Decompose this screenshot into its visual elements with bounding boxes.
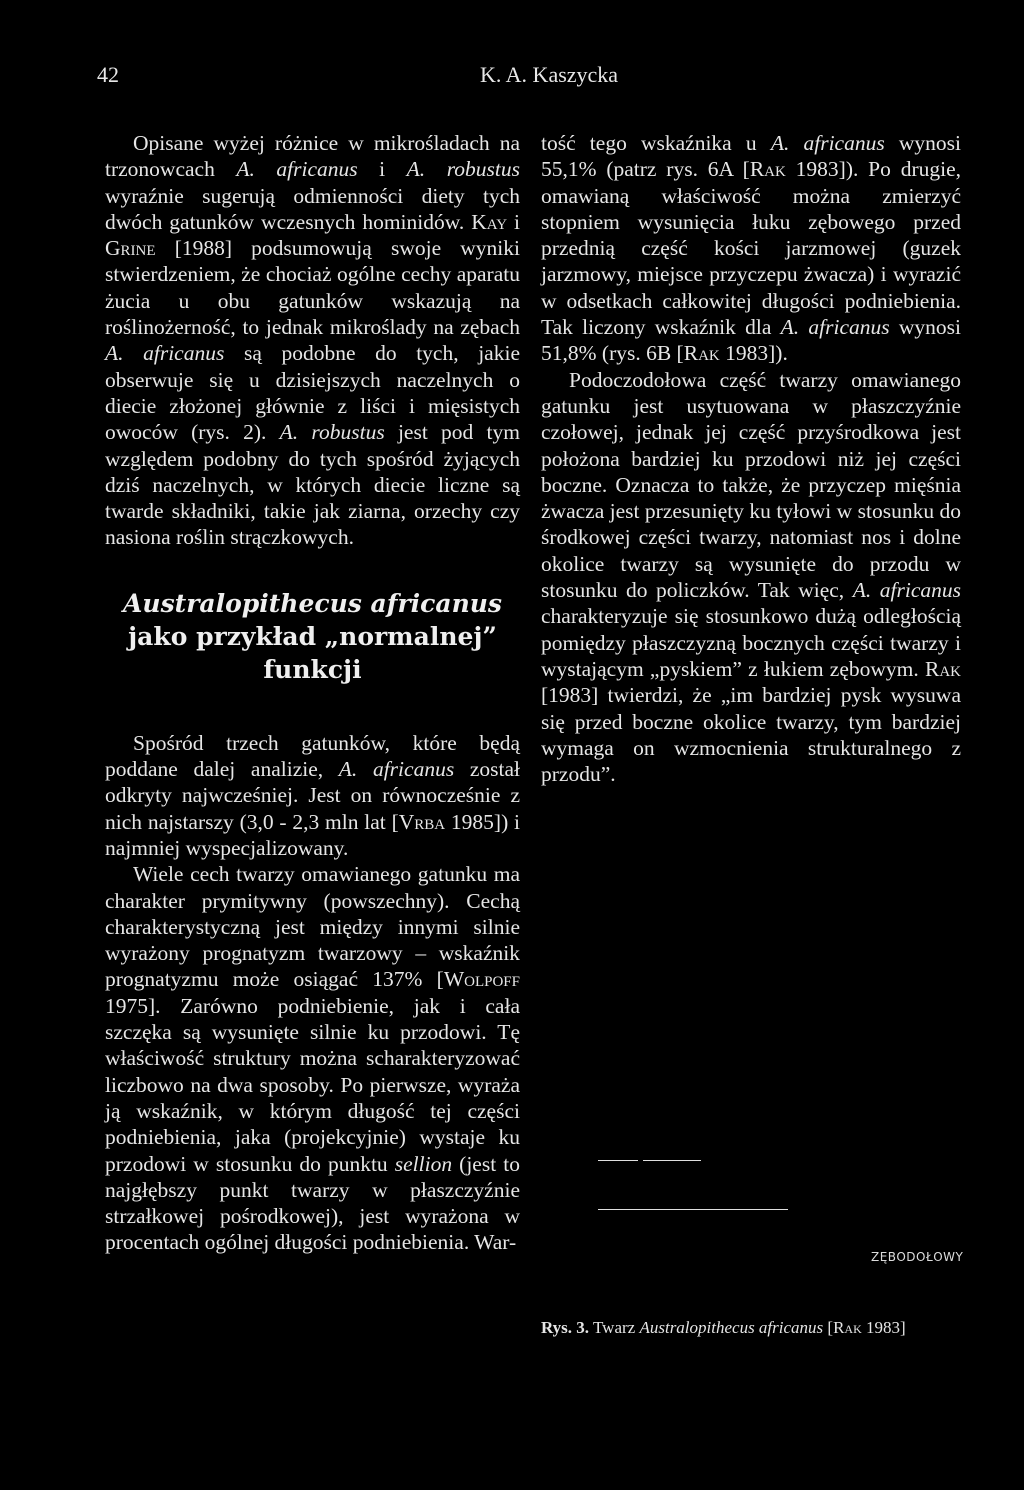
running-head: K. A. Kaszycka — [480, 62, 619, 87]
page-number: 42 — [97, 62, 119, 87]
paragraph-species-discovery: Spośród trzech gatunków, które będą poddane dalej analizie, A. africanus został odkryty najwcześniej. Jest on równocześnie z nich najstarszy (3,0 - 2,3 mln lat [Vrba 1985]) i najmniej wyspecjalizowany. — [105, 730, 520, 860]
paragraph-facial-features: Wiele cech twarzy omawianego gatunku ma charakter prymitywny (powszechny). Cechą charakterystyczną jest między innymi silnie wyrażony prognatyzm twarzowy – wskaźnik prognatyzmu może osiągać 137% [Wolpoff 1975]. Zarówno podniebienie, jak i cała szczęka są wysunięte silnie ku przodowi. Tę właściwość struktury można scharakteryzować liczbowo na dwa sposoby. Po pierwsze, wyraża ją wskaźnik, w którym długość tej części podniebienia, jaka (projekcyjnie) wystaje ku przodowi w stosunku do punktu sellion (jest to najgłębszy punkt twarzy w płaszczyźnie strzałkowej pośrodkowej), jest wyrażona w procentach ogólnej długości podniebienia. War- — [105, 862, 520, 1255]
figure-leader-line — [598, 1160, 638, 1161]
paragraph-diet-differences: Opisane wyżej różnice w mikrośladach na trzonowcach A. africanus i A. robustus wyraźnie sugerują odmienności diety tych dwóch gatunków wczesnych hominidów. Kay i Grine [1988] podsumowują swoje wyniki stwierdzeniem, że chociaż ogólne cechy aparatu żucia u obu gatunków wskazują na roślinożerność, to jednak mikroślady na zębach A. africanus są podobne do tych, jakie obserwuje się u dzisiejszych naczelnych o diecie złożonej głównie z liści i mięsistych owoców (rys. 2). A. robustus jest pod tym względem podobny do tych spośród żyjących dziś naczelnych, w których diecie liczne są twarde składniki, takie jak ziarna, orzechy czy nasiona roślin strączkowych. — [105, 131, 520, 550]
figure-label-alveolar: ZĘBODOŁOWY — [871, 1250, 964, 1264]
section-heading: Australopithecus africanus jako przykład „normalnej” funkcji — [123, 588, 502, 684]
left-column — [105, 130, 520, 1256]
figure-leader-line — [643, 1160, 701, 1161]
paragraph-index-values: tość tego wskaźnika u A. africanus wynosi 55,1% (patrz rys. 6A [Rak 1983]). Po drugie, omawianą właściwość można zmierzyć stopniem wysunięcia łuku zębowego przed przednią część kości jarzmowej (guzek jarzmowy, miejsce przyczepu żwacza) i wyrazić w odsetkach całkowitej długości podniebienia. Tak liczony wskaźnik dla A. africanus wynosi 51,8% (rys. 6B [Rak 1983]). — [541, 131, 961, 366]
paragraph-infraorbital: Podoczodołowa część twarzy omawianego gatunku jest usytuowana w płaszczyźnie czołowej, jednak jej część przyśrodkowa jest położona bardziej ku przodowi niż jej części boczne. Oznacza to także, że przyczep mięśnia żwacza jest przesunięty ku tyłowi w stosunku do środkowej części twarzy, natomiast nos i dolne okolice twarzy są wysunięte do przodu w stosunku do policzków. Tak więc, A. africanus charakteryzuje się stosunkowo dużą odległością pomiędzy płaszczyzną bocznych części twarzy i wystającym „pyskiem” z łukiem zębowym. Rak [1983] twierdzi, że „im bardziej pysk wysuwa się przed boczne okolice twarzy, tym bardziej wymaga on wzmocnienia strukturalnego z przodu”. — [541, 367, 961, 787]
figure-caption: Rys. 3. Twarz Australopithecus africanus [Rak 1983] — [541, 1318, 906, 1337]
right-column — [541, 130, 961, 787]
figure-leader-line — [598, 1209, 788, 1210]
